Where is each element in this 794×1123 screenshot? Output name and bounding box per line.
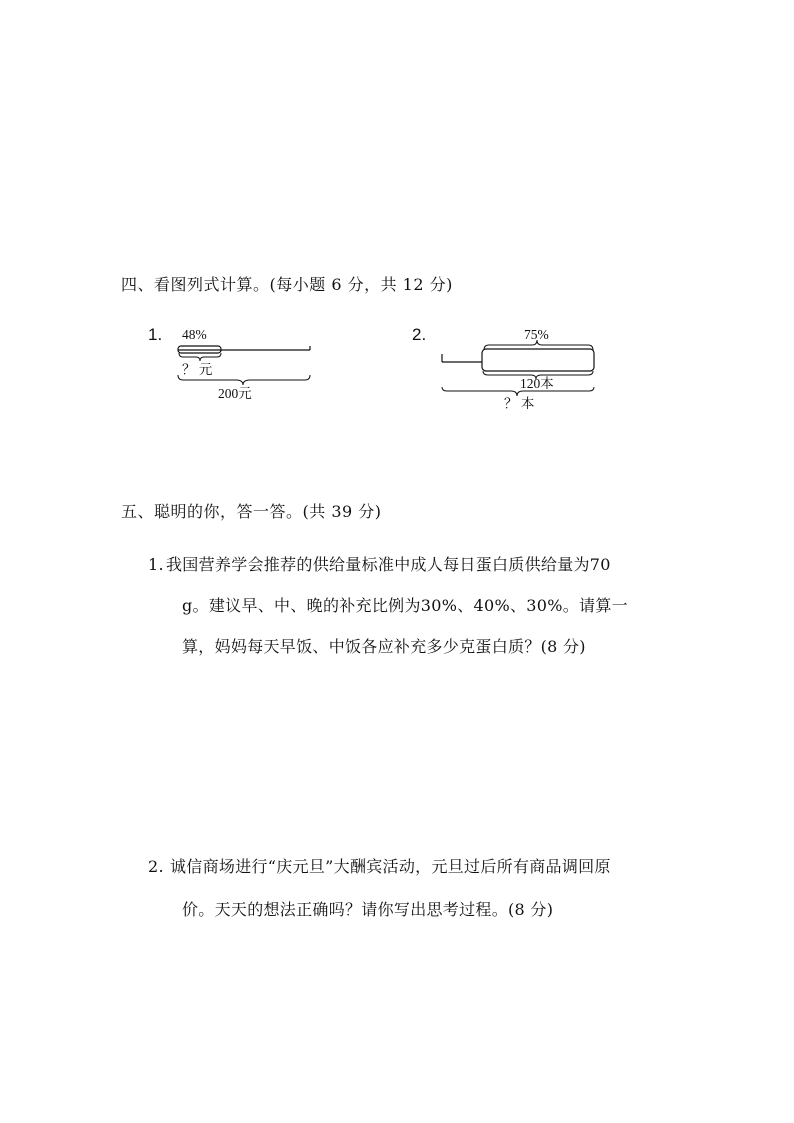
problem-2-diagram xyxy=(438,320,603,420)
question-1-line-3: 算，妈妈每天早饭、中饭各应补充多少克蛋白质？(8 分) xyxy=(182,637,586,656)
question-1-line-2: g。建议早、中、晚的补充比例为30%、40%、30%。请算一 xyxy=(182,596,628,615)
question-2-line-2: 价。天天的想法正确吗？请你写出思考过程。(8 分) xyxy=(182,900,554,919)
problem-2-number: 2. xyxy=(412,325,427,344)
problem-1-diagram xyxy=(170,320,320,410)
problem-1-percent-label: 48% xyxy=(182,327,207,342)
problem-1-total-label: 200元 xyxy=(218,386,252,401)
problem-1-part-brace xyxy=(179,353,221,361)
question-1-number: 1. xyxy=(148,555,164,574)
problem-2-percent-label: 75% xyxy=(524,327,549,342)
question-2-line-1: 诚信商场进行“庆元旦”大酬宾活动，元旦过后所有商品调回原 xyxy=(170,857,611,876)
problem-1-unknown-label: ？ 元 xyxy=(182,362,213,377)
question-1-line-1: 我国营养学会推荐的供给量标准中成人每日蛋白质供给量为70 xyxy=(166,555,611,574)
problem-2-known-label: 120本 xyxy=(520,376,554,391)
question-2-number: 2. xyxy=(148,857,164,876)
problem-1-number: 1. xyxy=(148,325,163,344)
section-5-heading: 五、聪明的你，答一答。(共 39 分) xyxy=(121,502,382,521)
section-4-heading: 四、看图列式计算。(每小题 6 分，共 12 分) xyxy=(121,275,453,294)
problem-2-part-box xyxy=(482,349,594,371)
problem-2-unknown-label: ？ 本 xyxy=(504,396,535,411)
problem-2-total-brace xyxy=(442,387,594,396)
